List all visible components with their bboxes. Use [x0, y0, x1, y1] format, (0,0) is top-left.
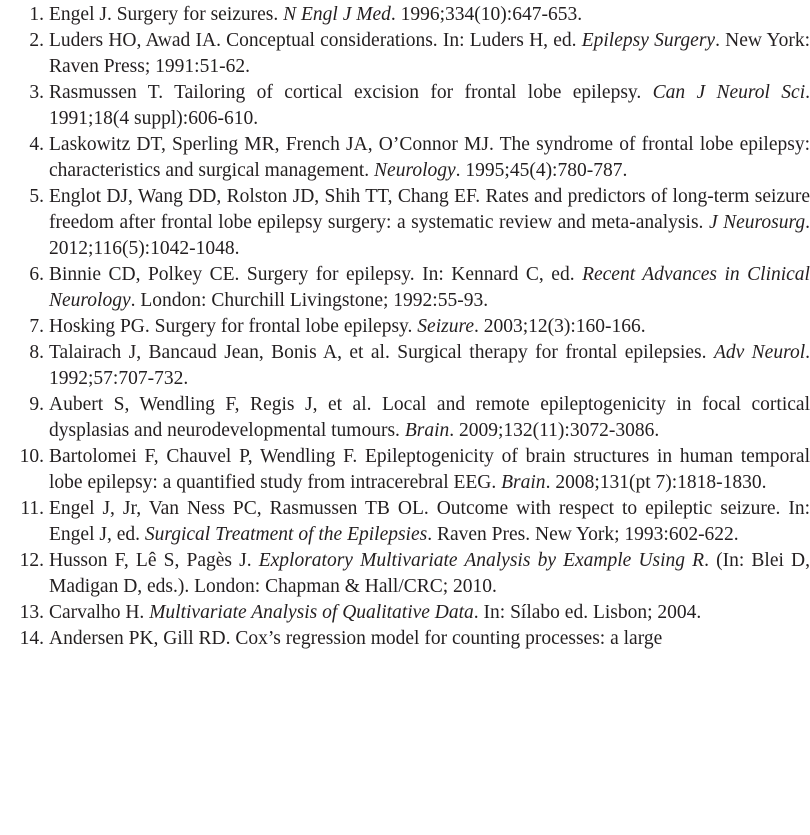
reference-text: . In: Sílabo ed. Lisbon; 2004.	[473, 602, 702, 623]
reference-item	[0, 444, 810, 496]
reference-number: 7 .	[0, 314, 44, 340]
reference-text: . 2009;132(11):3072-3086.	[449, 420, 660, 441]
reference-item	[0, 184, 810, 262]
reference-italic-title: N Engl J Med	[283, 4, 391, 25]
reference-text: . 1996;334(10):647-653.	[390, 4, 583, 25]
reference-italic-title: Adv Neurol	[713, 342, 806, 363]
reference-text: Engel J, Jr, Van Ness PC, Rasmussen TB OL. Outcome with respect to epileptic seizure. In: Engel J, ed.	[49, 498, 810, 545]
reference-text: Engel J. Surgery for seizures.	[49, 4, 284, 25]
reference-item	[0, 392, 810, 444]
reference-number: 14 .	[0, 626, 44, 652]
reference-text: Hosking PG. Surgery for frontal lobe epilepsy.	[49, 316, 418, 337]
reference-italic-title: Recent Advances in Clinical Neurology	[49, 264, 810, 311]
reference-item	[0, 340, 810, 392]
reference-text: Binnie CD, Polkey CE. Surgery for epilepsy. In: Kennard C, ed.	[49, 264, 583, 285]
reference-number: 13 .	[0, 600, 44, 626]
reference-text: . London: Churchill Livingstone; 1992:55-93.	[130, 290, 489, 311]
reference-number: 10 .	[0, 444, 44, 470]
reference-list	[0, 2, 810, 652]
reference-item	[0, 600, 810, 626]
reference-italic-title: Surgical Treatment of the Epilepsies	[144, 524, 428, 545]
reference-italic-title: J Neurosurg	[708, 212, 806, 233]
reference-text: . 1992;57:707-732.	[49, 342, 810, 389]
reference-italic-title: Brain	[404, 420, 450, 441]
reference-number: 6 .	[0, 262, 44, 288]
reference-text: Andersen PK, Gill RD. Cox’s regression model for counting processes: a large	[49, 628, 663, 649]
reference-italic-title: Seizure	[417, 316, 474, 337]
reference-item	[0, 314, 810, 340]
reference-number: 9 .	[0, 392, 44, 418]
reference-text: Laskowitz DT, Sperling MR, French JA, O’Connor MJ. The syndrome of frontal lobe epilepsy: characteristics and surgical management.	[49, 134, 810, 181]
reference-text: Talairach J, Bancaud Jean, Bonis A, et al. Surgical therapy for frontal epilepsies.	[49, 342, 714, 363]
reference-item	[0, 80, 810, 132]
reference-number: 11 .	[0, 496, 44, 522]
reference-italic-title: Exploratory Multivariate Analysis by Example Using R	[258, 550, 705, 571]
reference-italic-title: Brain	[501, 472, 546, 493]
reference-number: 2 .	[0, 28, 44, 54]
reference-item	[0, 132, 810, 184]
reference-text: . 2003;12(3):160-166.	[473, 316, 646, 337]
reference-item	[0, 496, 810, 548]
reference-item	[0, 548, 810, 600]
reference-text: Aubert S, Wendling F, Regis J, et al. Local and remote epileptogenicity in focal cortical dysplasias and neurodevelopmental tumours.	[49, 394, 810, 441]
reference-item	[0, 28, 810, 80]
reference-text: Husson F, Lê S, Pagès J.	[49, 550, 259, 571]
reference-text: . 2012;116(5):1042-1048.	[49, 212, 810, 259]
reference-italic-title: Multivariate Analysis of Qualitative Data	[149, 602, 474, 623]
reference-text: . 1995;45(4):780-787.	[455, 160, 628, 181]
reference-number: 8 .	[0, 340, 44, 366]
reference-number: 3 .	[0, 80, 44, 106]
reference-item	[0, 626, 810, 652]
reference-number: 12 .	[0, 548, 44, 574]
reference-text: . Raven Pres. New York; 1993:602-622.	[427, 524, 739, 545]
reference-italic-title: Can J Neurol Sci	[652, 82, 806, 103]
reference-text: . New York: Raven Press; 1991:51-62.	[49, 30, 810, 77]
reference-text: Carvalho H.	[49, 602, 150, 623]
reference-item	[0, 2, 810, 28]
reference-number: 1 .	[0, 2, 44, 28]
reference-text: Luders HO, Awad IA. Conceptual considerations. In: Luders H, ed.	[49, 30, 582, 51]
reference-italic-title: Neurology	[374, 160, 456, 181]
reference-number: 5 .	[0, 184, 44, 210]
reference-text: Rasmussen T. Tailoring of cortical excision for frontal lobe epilepsy.	[49, 82, 653, 103]
reference-number: 4 .	[0, 132, 44, 158]
reference-italic-title: Epilepsy Surgery	[581, 30, 716, 51]
reference-item	[0, 262, 810, 314]
reference-text: Bartolomei F, Chauvel P, Wendling F. Epileptogenicity of brain structures in human temporal lobe epilepsy: a quantified study from intracerebral EEG.	[49, 446, 810, 493]
reference-text: Englot DJ, Wang DD, Rolston JD, Shih TT, Chang EF. Rates and predictors of long-term seizure freedom after frontal lobe epilepsy surgery: a systematic review and meta-analysis.	[49, 186, 810, 233]
reference-text: . 2008;131(pt 7):1818-1830.	[545, 472, 767, 493]
reference-text: . (In: Blei D, Madigan D, eds.). London: Chapman & Hall/CRC; 2010.	[49, 550, 810, 597]
reference-text: . 1991;18(4 suppl):606-610.	[49, 82, 810, 129]
